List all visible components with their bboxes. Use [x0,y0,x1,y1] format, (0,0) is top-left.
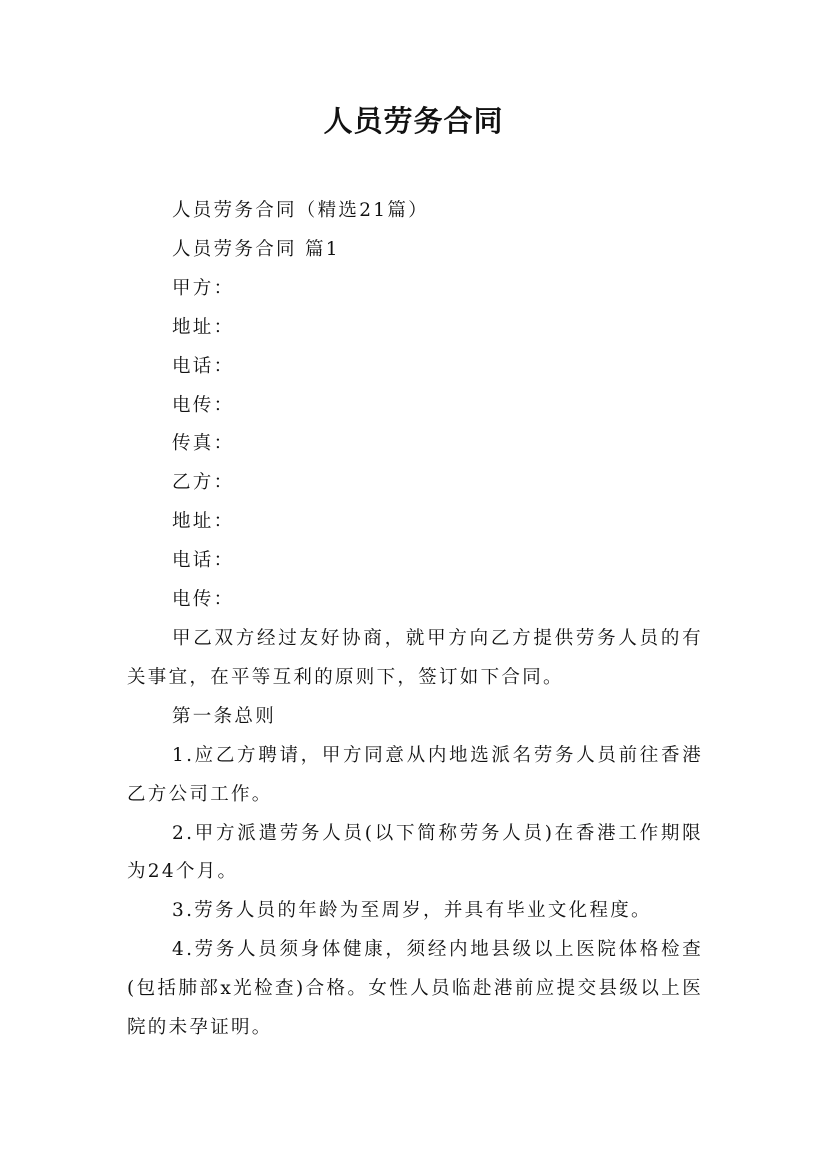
clause-1: 1.应乙方聘请，甲方同意从内地选派名劳务人员前往香港乙方公司工作。 [127,744,703,805]
party-a-fax-label: 传真： [172,433,235,455]
party-b-telex-label: 电传： [172,589,235,611]
clause-4: 4.劳务人员须身体健康，须经内地县级以上医院体格检查(包括肺部x光检查)合格。女性人员临赴港前应提交县级以上医院的未孕证明。 [127,939,703,1039]
party-b-label: 乙方： [172,472,235,494]
document-body [127,192,703,1048]
party-a-label: 甲方： [172,277,235,299]
subtitle-paragraph: 人员劳务合同（精选21篇） [172,200,429,221]
party-a-address-label: 地址： [172,316,235,338]
party-b-phone-label: 电话： [172,550,235,572]
section-heading: 人员劳务合同 篇1 [172,238,340,260]
clause-2: 2.甲方派遣劳务人员(以下简称劳务人员)在香港工作期限为24个月。 [127,822,703,883]
clause-3: 3.劳务人员的年龄为至周岁，并具有毕业文化程度。 [172,900,652,922]
party-b-address-label: 地址： [172,511,235,533]
document-title: 人员劳务合同 [323,104,504,138]
party-a-telex-label: 电传： [172,394,235,416]
party-a-phone-label: 电话： [172,355,235,377]
preamble-paragraph: 甲乙双方经过友好协商，就甲方向乙方提供劳务人员的有关事宜，在平等互利的原则下，签订如下合同。 [127,627,703,688]
article-one-heading: 第一条总则 [172,705,277,727]
